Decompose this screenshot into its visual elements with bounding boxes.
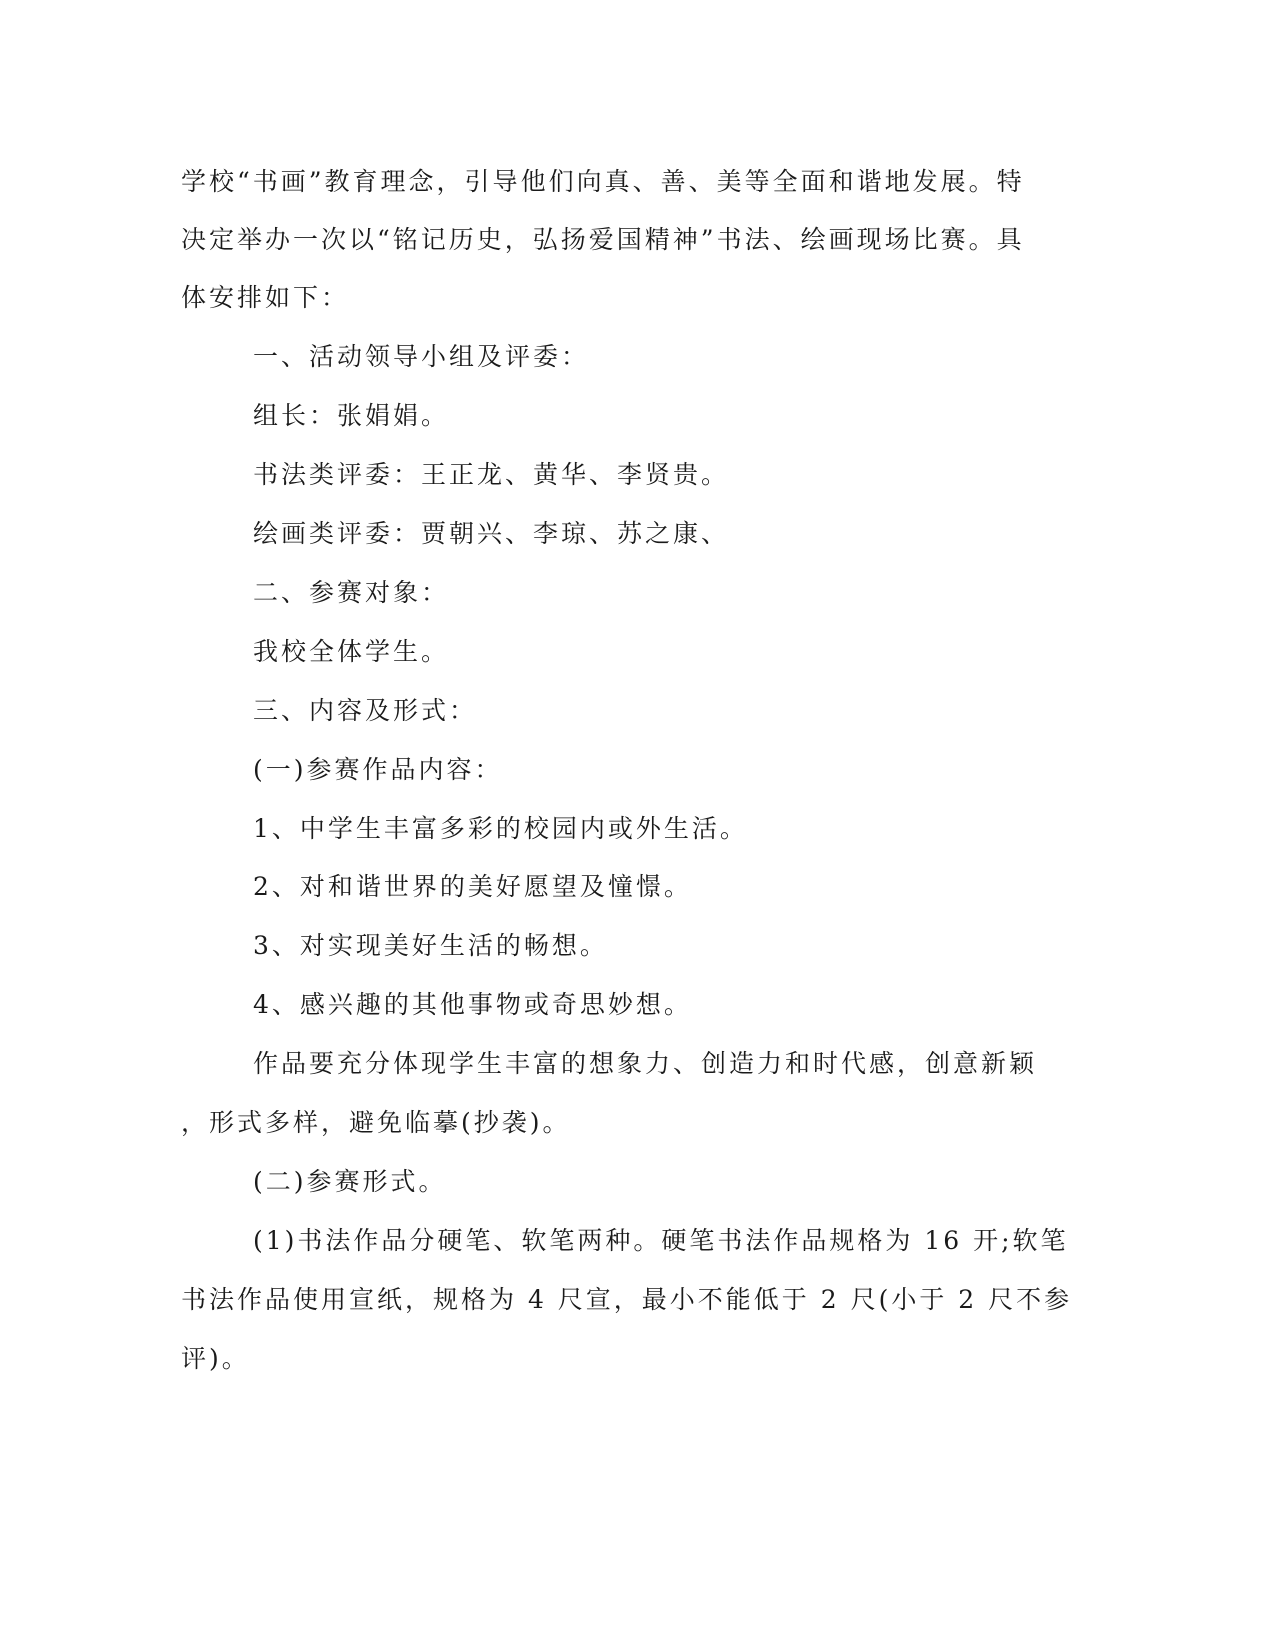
list-item: 3、对实现美好生活的畅想。 [253,931,608,960]
paragraph-line: 作品要充分体现学生丰富的想象力、创造力和时代感，创意新颖 [253,1049,1038,1078]
section-heading: 二、参赛对象： [253,578,450,607]
paragraph-line: 书法作品使用宣纸，规格为 4 尺宣，最小不能低于 2 尺(小于 2 尺不参 [181,1285,1073,1314]
paragraph-line: 绘画类评委：贾朝兴、李琼、苏之康、 [253,519,730,548]
list-item: 4、感兴趣的其他事物或奇思妙想。 [253,990,692,1019]
section-heading: 一、活动领导小组及评委： [253,342,590,371]
paragraph-line: 组长：张娟娟。 [253,401,450,430]
paragraph-line: 学校“书画”教育理念，引导他们向真、善、美等全面和谐地发展。特 [181,167,1025,196]
section-heading: 三、内容及形式： [253,696,478,725]
paragraph-line: (1)书法作品分硬笔、软笔两种。硬笔书法作品规格为 16 开;软笔 [253,1226,1069,1255]
paragraph-line: ，形式多样，避免临摹(抄袭)。 [181,1108,571,1137]
paragraph-line: 体安排如下： [181,283,350,312]
paragraph-line: 评)。 [181,1344,250,1373]
list-item: 1、中学生丰富多彩的校园内或外生活。 [253,814,748,843]
subsection-heading: (一)参赛作品内容： [253,755,503,784]
paragraph-line: 我校全体学生。 [253,637,450,666]
paragraph-line: 书法类评委：王正龙、黄华、李贤贵。 [253,460,730,489]
subsection-heading: (二)参赛形式。 [253,1167,447,1196]
list-item: 2、对和谐世界的美好愿望及憧憬。 [253,872,692,901]
paragraph-line: 决定举办一次以“铭记历史，弘扬爱国精神”书法、绘画现场比赛。具 [181,225,1025,254]
